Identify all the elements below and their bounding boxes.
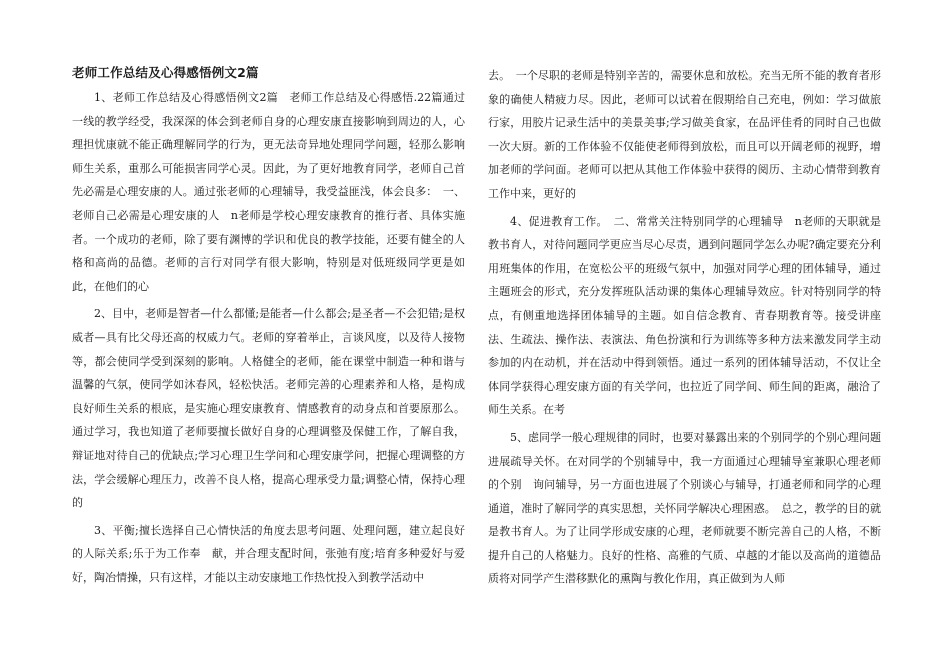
paragraph-5: 5、虑同学一般心理规律的同时，也要对暴露出来的个别同学的个别心理问题进展疏导关怀。在对同学的个别辅导中，我一方面通过心理辅导室兼职心理老师的个别 询问辅导，另一方面也进展了个别谈心与辅导，打通老师和同学的心理通道，准时了解同学的真实思想，关怀同学解决心理困惑。 总之，教学的目的就是教书育人。为了让同学形成安康的心理，老师就要不断完善自己的人格，不断提升自己的人格魅力。良好的性格、高雅的气质、卓越的才能以及高尚的道德品质将对同学产生潜移默化的熏陶与教化作用，真正做到为人师 xyxy=(488,430,881,586)
right-column xyxy=(488,64,881,591)
paragraph-4: 4、促进教育工作。 二、常常关注特别同学的心理辅导 n老师的天职就是教书育人，对待问题同学更应当尽心尽责，遇到问题同学怎么办呢?确定要充分利用班集体的作用，在宽松公平的班级气氛中，加强对同学心理的团体辅导，通过主题班会的形式，充分发挥班队活动课的集体心理辅导效应。针对特别同学的特点，有侧重地选择团体辅导的主题。如自信念教育、青春期教育等。接受讲座法、生疏法、操作法、表演法、角色扮演和行为训练等多种方法来激发同学主动参加的内在动机，并在活动中得到领悟。通过一系列的团体辅导活动，不仅让全体同学获得心理安康方面的有关学问，也拉近了同学间、师生间的距离，融洽了师生关系。在考 xyxy=(488,214,881,417)
document-title: 老师工作总结及心得感悟例文2篇 xyxy=(72,65,259,80)
paragraph-2: 2、目中，老师是智者—什么都懂;是能者—什么都会;是圣者—不会犯错;是权威者—具有比父母还高的权威力气。老师的穿着举止，言谈风度，以及待人接物等，都会使同学受到深刻的影响。人格健全的老师，能在课堂中制造一种和谐与温馨的气氛，使同学如沐春风，轻松快活。老师完善的心理素养和人格，是构成良好师生关系的根底，是实施心理安康教育、情感教育的动身点和首要原那么。通过学习，我也知道了老师要擅长做好自身的心理调整及保健工作，了解自我，辩证地对待自己的优缺点;学习心理卫生学问和心理安康学问，把握心理调整的方法，学会缓解心理压力，改善不良人格，提高心理承受力量;调整心情，保持心理的 xyxy=(72,307,465,510)
paragraph-1: 1、老师工作总结及心得感悟例文2篇 老师工作总结及心得感悟.22篇通过一线的教学经受，我深深的体会到老师自身的心理安康直接影响到周边的人，心理担忧康就不能正确理解同学的行为，更无法奇异地处理同学问题，轻那么影响师生关系，重那么可能损害同学心灵。因此，为了更好地教育同学，老师自己首先必需是心理安康的人。通过张老师的心理辅导，我受益匪浅，体会良多： 一、老师自己必需是心理安康的人 n老师是学校心理安康教育的推行者、具体实施者。一个成功的老师，除了要有渊博的学识和优良的教学技能，还要有健全的人格和高尚的品德。老师的言行对同学有很大影响，特别是对低班级同学更是如此，在他们的心 xyxy=(72,91,465,293)
left-column xyxy=(72,64,465,589)
paragraph-3: 3、平衡;擅长选择自己心情快活的角度去思考问题、处理问题，建立起良好的人际关系;乐于为工作奉 献，并合理支配时间，张弛有度;培育多种爱好与爱好，陶冶情操，只有这样，才能以主动安康地工作热忱投入到教学活动中 xyxy=(72,523,465,584)
paragraph-continued: 去。 一个尽职的老师是特别辛苦的，需要休息和放松。充当无所不能的教育者形象的确使人精疲力尽。因此，老师可以试着在假期给自己充电，例如：学习做旅行家，用胶片记录生活中的美景美事;学习做美食家，在品评佳肴的同时自己也做一次大厨。新的工作体验不仅能使老师得到放松，而且可以开阔老师的视野，增加老师的学问面。老师可以把从其他工作体验中获得的阅历、主动心情带到教育工作中来，更好的 xyxy=(488,69,881,200)
